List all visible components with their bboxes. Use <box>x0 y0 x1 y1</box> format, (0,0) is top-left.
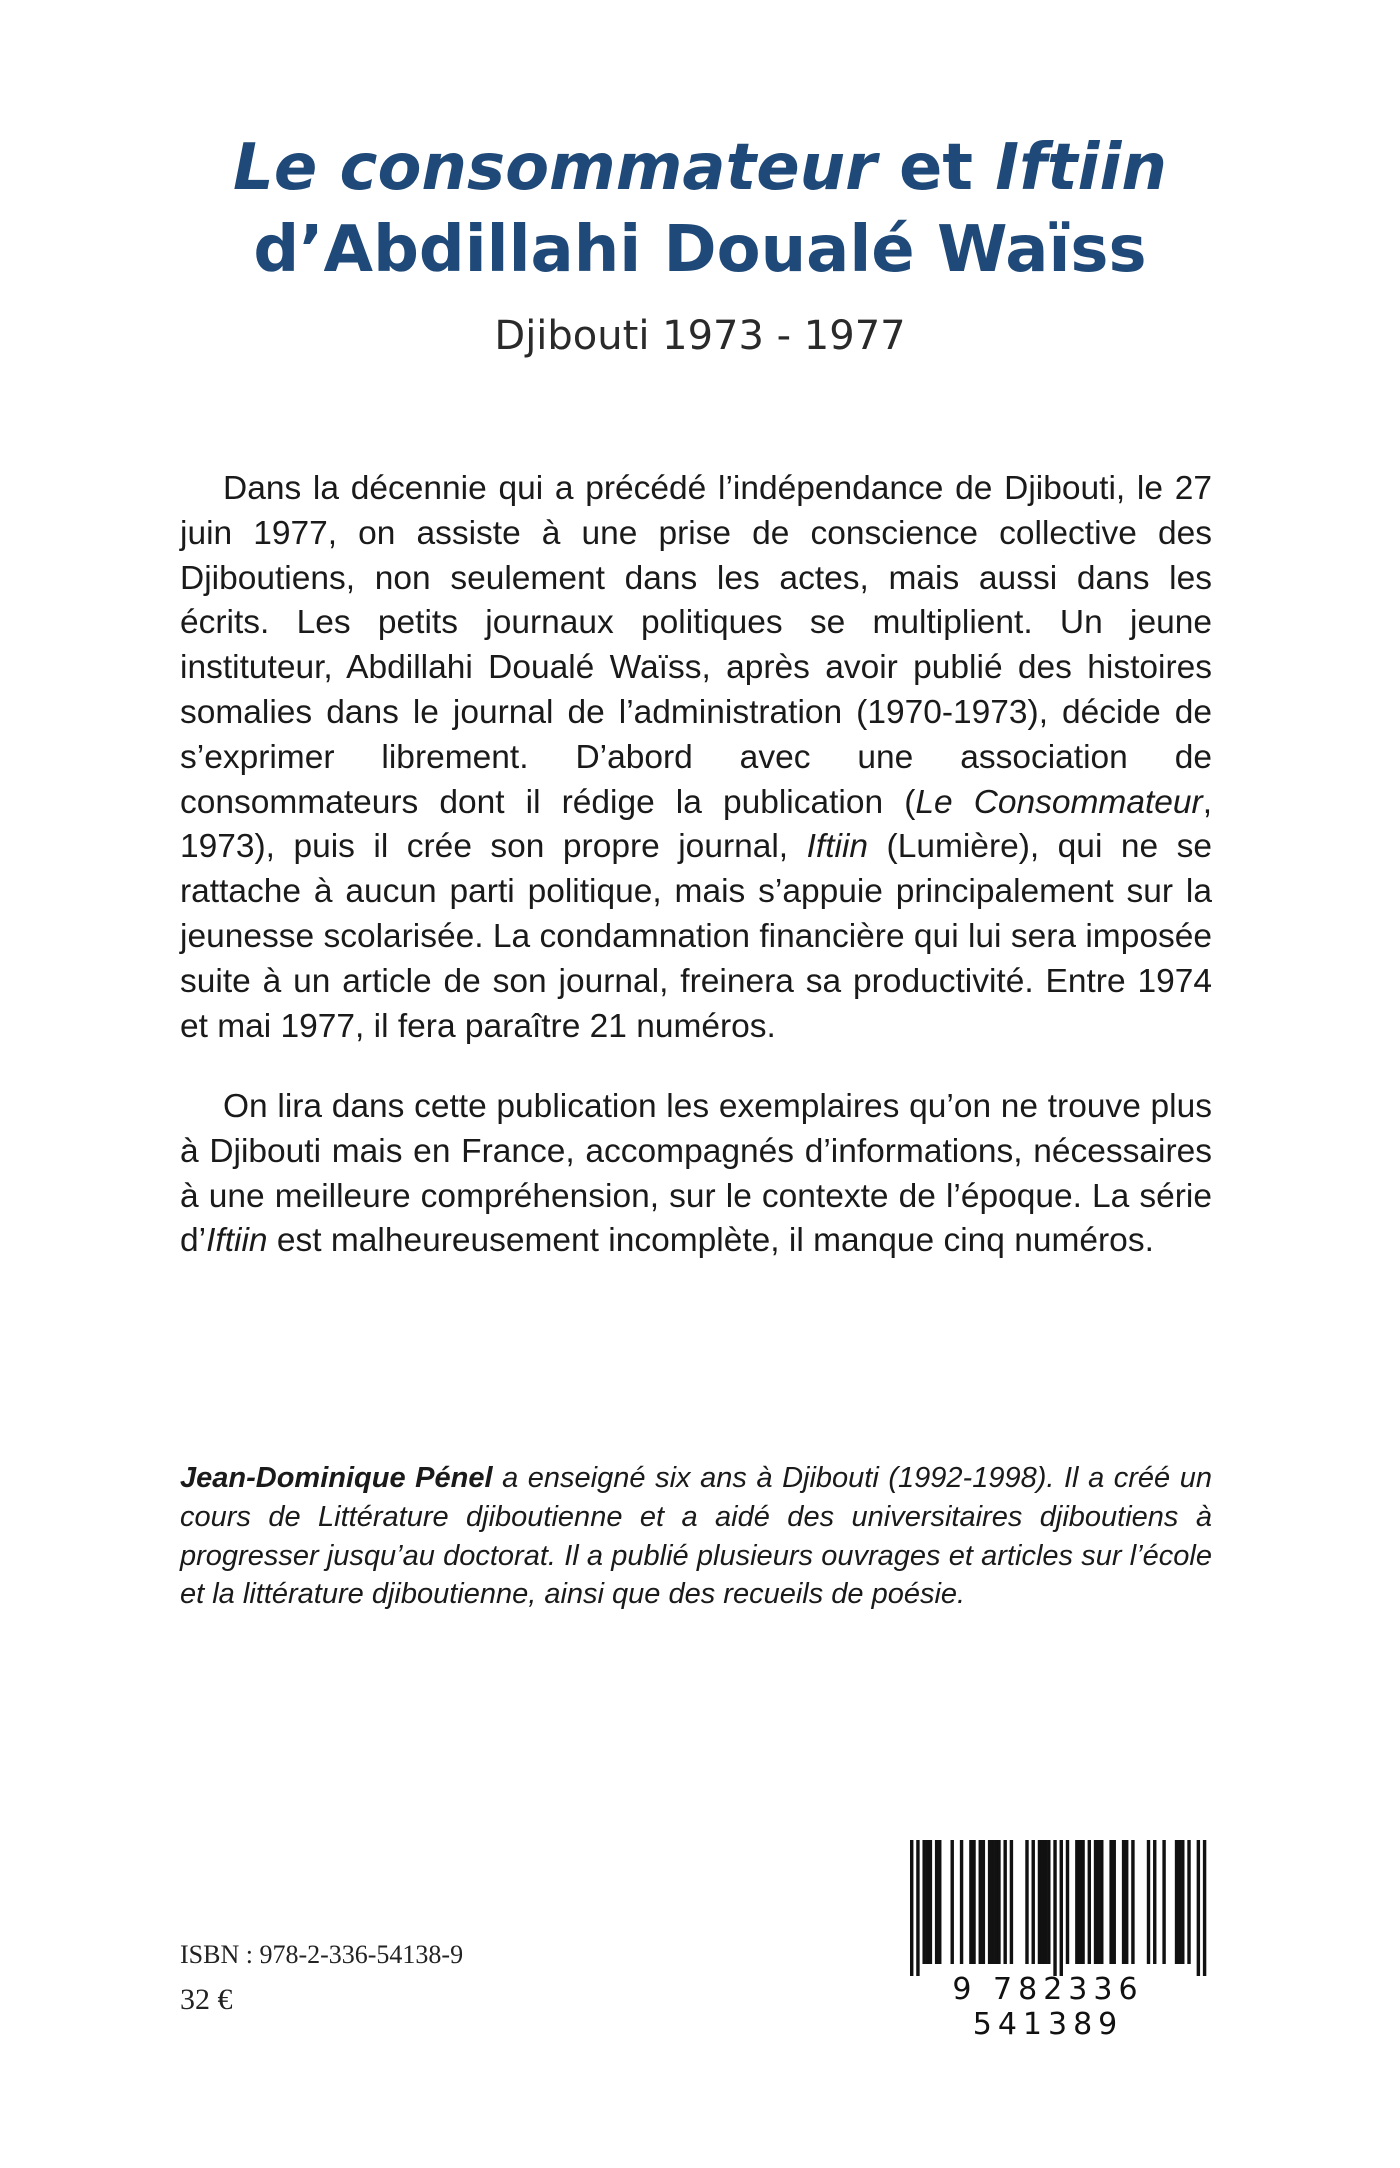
barcode-bar <box>982 1840 985 1964</box>
barcode-bar <box>1060 1840 1063 1976</box>
book-title-line-2: d’Abdillahi Doualé Waïss <box>253 213 1147 287</box>
barcode-bar <box>997 1840 1000 1964</box>
barcode-bar <box>1153 1840 1156 1964</box>
barcode-bar <box>1178 1840 1181 1964</box>
barcode-bar <box>935 1840 938 1964</box>
barcode-bar <box>960 1840 963 1964</box>
barcode-bar <box>991 1840 994 1964</box>
barcode-bar <box>922 1840 925 1964</box>
barcode-bar <box>1147 1840 1150 1964</box>
summary-p2-italic-iftiin: Iftiin <box>206 1222 268 1260</box>
barcode-number: 9 782336 541389 <box>952 1972 1144 2042</box>
barcode-bar <box>1175 1840 1178 1964</box>
isbn: ISBN : 978-2-336-54138-9 <box>180 1940 464 1969</box>
barcode-bar <box>1038 1840 1041 1964</box>
barcode-bar <box>1081 1840 1084 1964</box>
title-conjunction: et <box>876 131 996 205</box>
barcode-bar <box>1053 1840 1056 1976</box>
barcode-bar <box>994 1840 997 1964</box>
summary-p2-text-b: est malheureusement incomplète, il manque cinq numéros. <box>267 1222 1154 1260</box>
summary-paragraph-2 <box>180 1085 1212 1264</box>
summary-p2-text-a: On lira dans cette publication les exemplaires qu’on ne trouve plus à Djibouti mais en France, accompagnés d’informations, nécessaires à une meilleure compréhension, sur le contexte de l’époque. La série d’ <box>180 1088 1212 1260</box>
summary-paragraph-1 <box>180 467 1212 1049</box>
barcode-bar <box>1125 1840 1128 1964</box>
barcode-bar <box>916 1840 919 1976</box>
barcode-bar <box>1097 1840 1100 1964</box>
summary-p1-text-a: Dans la décennie qui a précédé l’indépendance de Djibouti, le 27 juin 1977, on assiste à une prise de conscience collective des Djiboutiens, non seulement dans les actes, mais aussi dans les écrits. Les petits journaux politiques se multiplient. Un jeune instituteur, Abdillahi Doualé Waïss, après avoir publié des histoires somalies dans le journal de l’administration (1970-1973), décide de s’exprimer librement. D’abord avec une association de consommateurs dont il rédige la publication ( <box>180 470 1212 821</box>
barcode-bar <box>1113 1840 1116 1964</box>
barcode-bar <box>1003 1840 1006 1964</box>
title-work-1: Le consommateur <box>233 131 877 205</box>
barcode-bar <box>1041 1840 1044 1964</box>
barcode-bar <box>1094 1840 1097 1964</box>
price: 32 € <box>180 1983 233 2016</box>
barcode-bar <box>910 1840 913 1976</box>
barcode-bar <box>929 1840 932 1964</box>
barcode-bar <box>1032 1840 1035 1964</box>
author-bio <box>180 1459 1212 1614</box>
barcode-bar <box>1100 1840 1103 1964</box>
barcode-bar <box>1047 1840 1050 1964</box>
barcode-bar <box>938 1840 941 1964</box>
summary-p1-text-c: (Lumière), qui ne se rattache à aucun parti politique, mais s’appuie principalement sur la jeunesse scolarisée. La condamnation financière qui lui sera imposée suite à un article de son journal, freinera sa productivité. Entre 1974 et mai 1977, il fera paraître 21 numéros. <box>180 828 1212 1045</box>
barcode-bar <box>1044 1840 1047 1964</box>
barcode-bar <box>1181 1840 1184 1964</box>
summary-p1-italic-consommateur: Le Consommateur <box>915 783 1203 821</box>
barcode-bar <box>969 1840 972 1964</box>
barcode <box>884 1840 1212 2042</box>
summary-p1-italic-iftiin: Iftiin <box>806 828 869 866</box>
barcode-bar <box>979 1840 982 1964</box>
barcode-bars <box>884 1840 1212 1976</box>
book-subtitle: Djibouti 1973 - 1977 <box>494 313 906 359</box>
barcode-bar <box>1203 1840 1206 1976</box>
title-work-2: Iftiin <box>995 131 1167 205</box>
barcode-bar <box>988 1840 991 1964</box>
barcode-bar <box>1187 1840 1190 1964</box>
barcode-bar <box>1010 1840 1013 1964</box>
book-title-line-1 <box>0 128 1400 208</box>
barcode-bar <box>951 1840 954 1964</box>
summary-p1-text-b: , 1973), puis il crée son propre journal, <box>180 783 1213 866</box>
barcode-bar <box>1109 1840 1112 1964</box>
barcode-bar <box>1078 1840 1081 1964</box>
barcode-bar <box>972 1840 975 1964</box>
barcode-bar <box>1197 1840 1200 1976</box>
barcode-bar <box>1122 1840 1125 1964</box>
barcode-bar <box>1088 1840 1091 1964</box>
barcode-bar <box>1075 1840 1078 1964</box>
barcode-bar <box>1162 1840 1165 1964</box>
barcode-bar <box>926 1840 929 1964</box>
barcode-bar <box>1025 1840 1028 1964</box>
barcode-bar <box>1066 1840 1069 1964</box>
author-bio-text: a enseigné six ans à Djibouti (1992-1998). Il a créé un cours de Littérature djiboutienne et a aidé des universitaires djiboutiens à progresser jusqu’au doctorat. Il a publié plusieurs ouvrages et articles sur l’école et la littérature djiboutienne, ainsi que des recueils de poésie. <box>180 1462 1212 1611</box>
barcode-bar <box>1131 1840 1134 1964</box>
author-name: Jean-Dominique Pénel <box>180 1462 493 1494</box>
